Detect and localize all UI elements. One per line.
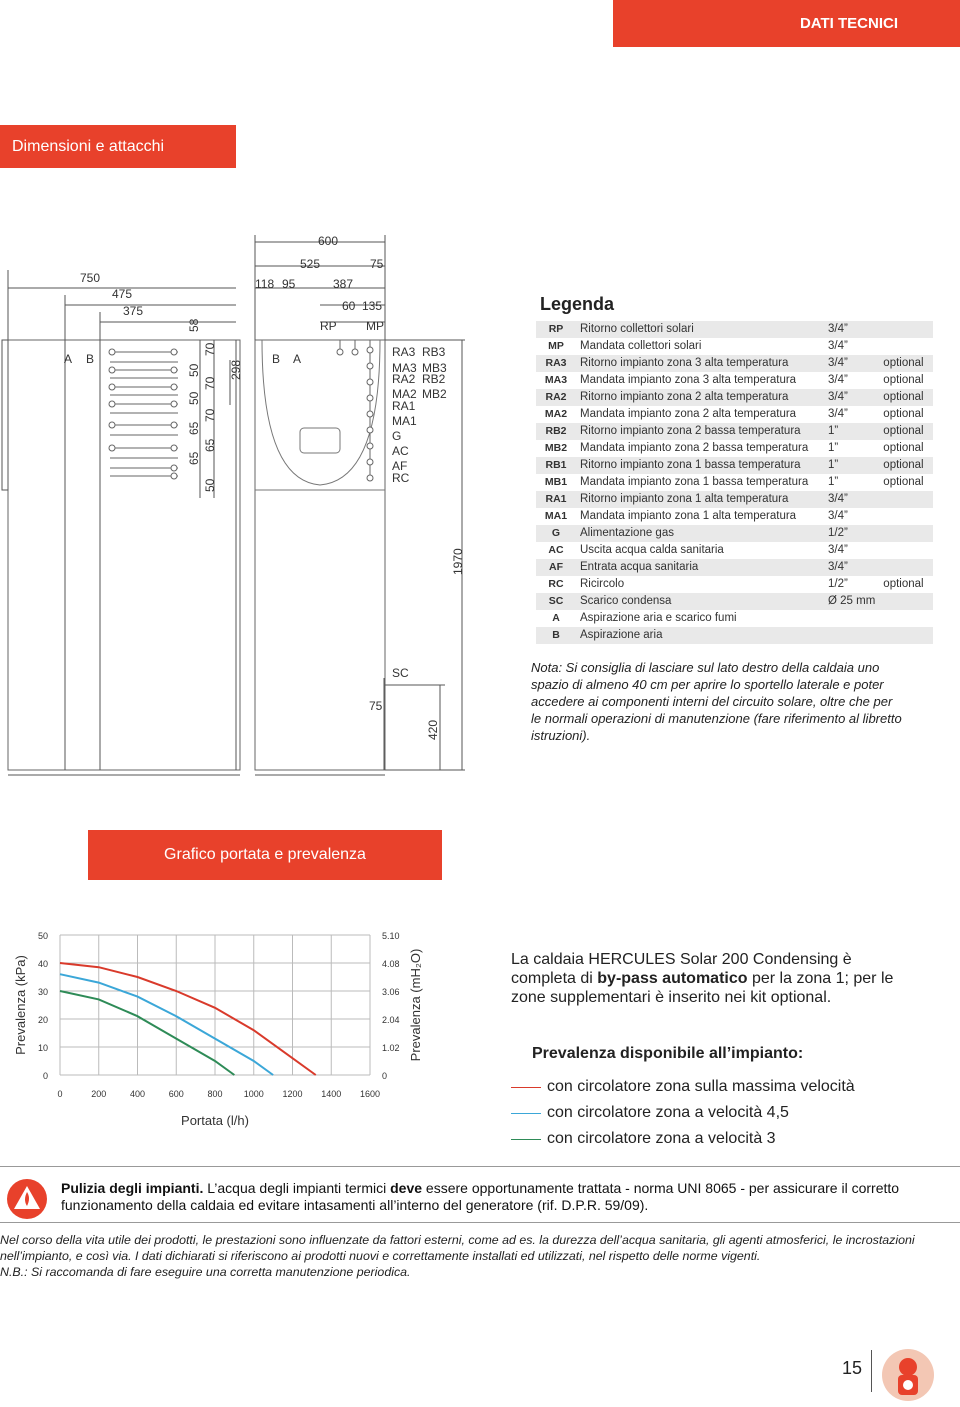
y-tick-label: 20 — [37, 1015, 48, 1025]
x-axis-label: Portata (l/h) — [181, 1113, 249, 1128]
legend-row — [536, 355, 933, 372]
legend-desc: Aspirazione aria e scarico fumi — [580, 612, 737, 624]
legend-table — [536, 321, 933, 644]
legend-desc: Ritorno collettori solari — [576, 321, 824, 338]
y-tick-label: 50 — [37, 931, 48, 941]
legend-row — [536, 338, 933, 355]
legend-opt: optional — [883, 374, 924, 386]
dim-600: 600 — [318, 234, 339, 248]
legend-code: RA2 — [536, 389, 576, 406]
y2-tick-label: 5.10 — [382, 931, 400, 941]
legend-code: SC — [536, 593, 576, 610]
legend-row — [536, 372, 933, 389]
legend-desc: Ritorno impianto zona 1 bassa temperatura — [576, 457, 824, 474]
svg-text:RB3: RB3 — [422, 345, 446, 359]
legend-opt: optional — [883, 442, 924, 454]
legend-opt: optional — [879, 355, 933, 372]
legend-code: RA3 — [536, 355, 576, 372]
x-tick-label: 200 — [91, 1089, 107, 1099]
legend-opt — [879, 610, 933, 627]
svg-text:70: 70 — [203, 342, 217, 356]
legend-desc: Entrata acqua sanitaria — [576, 559, 824, 576]
dim-1970: 1970 — [451, 548, 465, 575]
legend-size: 3/4” — [828, 510, 848, 522]
svg-text:RA3: RA3 — [392, 345, 416, 359]
legend-code: MA2 — [544, 408, 568, 420]
dim-135: 135 — [362, 299, 383, 313]
svg-text:RC: RC — [392, 471, 410, 485]
legend-desc: Ritorno impianto zona 3 alta temperatura — [576, 355, 824, 372]
legend-opt — [879, 559, 933, 576]
legend-row — [536, 406, 933, 423]
y2-axis-label: Prevalenza (mH₂O) — [408, 948, 423, 1062]
svg-text:MA2: MA2 — [392, 387, 417, 401]
legend-code: A — [552, 612, 560, 624]
footer-line-2: N.B.: Si raccomanda di fare eseguire una corretta manutenzione periodica. — [0, 1265, 411, 1279]
svg-text:MB2: MB2 — [422, 387, 447, 401]
legend-size: 1/2” — [824, 525, 879, 542]
section-title-dimensions — [0, 125, 236, 168]
legend-size: 3/4” — [824, 491, 879, 508]
series-line-2 — [60, 991, 234, 1075]
legend-code: MA3 — [544, 374, 568, 386]
section-title-chart-label: Grafico portata e prevalenza — [164, 846, 366, 863]
y-tick-label: 30 — [37, 987, 48, 997]
legend-opt — [879, 508, 933, 525]
dim-75: 75 — [370, 257, 384, 271]
legend-row — [536, 440, 933, 457]
legend-opt: optional — [879, 389, 933, 406]
dim-525: 525 — [300, 257, 321, 271]
legend-row — [536, 559, 933, 576]
legend-desc: Mandata impianto zona 1 alta temperatura — [580, 510, 797, 522]
legend-code: RP — [536, 321, 576, 338]
svg-text:MA1: MA1 — [392, 414, 417, 428]
legend-opt: optional — [883, 408, 924, 420]
legend-code: MA1 — [544, 510, 568, 522]
svg-text:AC: AC — [392, 444, 409, 458]
header-tab-label: DATI TECNICI — [799, 15, 898, 32]
legend-desc: Ritorno impianto zona 2 bassa temperatura — [576, 423, 824, 440]
dim-475: 475 — [112, 287, 133, 301]
legend-code: G — [536, 525, 576, 542]
legend-size: 3/4” — [824, 321, 879, 338]
legend-code: B — [536, 627, 576, 644]
legend-row — [536, 593, 933, 610]
legend-row — [536, 576, 933, 593]
legend-desc: Scarico condensa — [576, 593, 824, 610]
svg-text:RP: RP — [320, 319, 337, 333]
legend-size: 3/4” — [824, 389, 879, 406]
flow-head-chart — [0, 915, 430, 1128]
footer-note — [0, 1232, 920, 1280]
legend-size: 1” — [828, 476, 839, 488]
legend-size: 1” — [828, 442, 839, 454]
curve-legend-3: con circolatore zona a velocità 3 — [511, 1130, 776, 1148]
note-text: Nota: Si consiglia di lasciare sul lato destro della caldaia uno spazio di almeno 40 cm per aprire lo sportello laterale e poter accedere ai componenti interni del circuito solare, oltre che per le normali operazioni di manutenzione (fare riferimento al libretto istruzioni). — [531, 660, 902, 743]
legend-size: 3/4” — [824, 559, 879, 576]
legend-opt — [879, 542, 933, 559]
legend-desc: Ritorno impianto zona 1 alta temperatura — [576, 491, 824, 508]
legend-size — [824, 610, 879, 627]
legend-opt: optional — [879, 457, 933, 474]
legend-size: 3/4” — [828, 544, 848, 556]
legend-size: 3/4” — [828, 340, 848, 352]
svg-text:RA1: RA1 — [392, 399, 416, 413]
x-tick-label: 1400 — [321, 1089, 342, 1099]
dim-298: 298 — [229, 359, 243, 380]
svg-text:MP: MP — [366, 319, 384, 333]
section-title-label: Dimensioni e attacchi — [12, 137, 165, 155]
legend-desc: Mandata impianto zona 2 alta temperatura — [580, 408, 797, 420]
y-tick-label: 0 — [42, 1071, 48, 1081]
svg-text:A: A — [293, 352, 302, 366]
legend-size: 3/4” — [828, 408, 848, 420]
header-tab — [613, 0, 960, 47]
svg-text:AF: AF — [392, 459, 408, 473]
legend-desc: Mandata impianto zona 3 alta temperatura — [580, 374, 797, 386]
legend-opt: optional — [883, 578, 924, 590]
legend-row — [536, 627, 933, 644]
legend-row — [536, 610, 933, 627]
boiler-dimension-drawing — [0, 230, 470, 790]
legend-row — [536, 474, 933, 491]
dim-60: 60 — [342, 299, 356, 313]
y-tick-label: 40 — [37, 959, 48, 969]
curve-legend-max: con circolatore zona sulla massima velocità — [511, 1078, 855, 1096]
prevalenza-title: Prevalenza disponibile all’impianto: — [532, 1045, 804, 1062]
y2-tick-label: 3.06 — [382, 987, 400, 997]
legend-code: AC — [548, 544, 564, 556]
page-number: 15 — [842, 1358, 863, 1378]
dim-420: 420 — [426, 719, 440, 740]
x-tick-label: 1200 — [282, 1089, 303, 1099]
svg-text:B: B — [86, 352, 95, 366]
y2-tick-label: 4.08 — [382, 959, 400, 969]
legend-code: MP — [548, 340, 564, 352]
legend-row — [536, 542, 933, 559]
legend-desc: Ricircolo — [580, 578, 625, 590]
legend-size: 1” — [824, 423, 879, 440]
x-tick-label: 1600 — [359, 1089, 381, 1099]
svg-text:50: 50 — [187, 363, 201, 377]
svg-text:50: 50 — [187, 391, 201, 405]
svg-text:65: 65 — [187, 451, 201, 465]
legend-line-red — [511, 1087, 541, 1088]
legend-code: MB1 — [544, 476, 568, 488]
legend-code: RA1 — [536, 491, 576, 508]
legend-size: 3/4” — [828, 374, 848, 386]
svg-text:B: B — [272, 352, 281, 366]
legend-desc: Ritorno impianto zona 2 alta temperatura — [576, 389, 824, 406]
x-tick-label: 1000 — [243, 1089, 264, 1099]
legend-title: Legenda — [540, 294, 615, 314]
warning-text: Pulizia degli impianti. L’acqua degli impianti termici deve essere opportunamente trattata - norma UNI 8065 - per assicurare il corretto funzionamento della caldaia ed evitare intasamenti all’interno del generatore (rif. D.P.R. 59/09). — [61, 1180, 900, 1213]
legend-desc: Mandata impianto zona 1 bassa temperatura — [580, 476, 809, 488]
svg-text:RB2: RB2 — [422, 372, 446, 386]
legend-opt — [879, 525, 933, 542]
legend-size: 3/4” — [824, 355, 879, 372]
svg-text:MB3: MB3 — [422, 361, 447, 375]
legend-desc: Alimentazione gas — [576, 525, 824, 542]
legend-code: RC — [548, 578, 564, 590]
y-axis-label: Prevalenza (kPa) — [13, 955, 28, 1055]
section-title-chart — [88, 830, 442, 880]
legend-opt — [879, 627, 933, 644]
dim-95: 95 — [282, 277, 296, 291]
warning-icon — [6, 1178, 48, 1220]
mascot-logo — [880, 1347, 936, 1403]
legend-line-blue — [511, 1113, 541, 1114]
legend-opt: optional — [879, 423, 933, 440]
legend-row — [536, 491, 933, 508]
svg-text:65: 65 — [203, 438, 217, 452]
legend-opt — [879, 338, 933, 355]
svg-text:65: 65 — [187, 421, 201, 435]
legend-opt — [879, 491, 933, 508]
legend-size: 1” — [824, 457, 879, 474]
svg-text:SC: SC — [392, 666, 409, 680]
dim-387: 387 — [333, 277, 354, 291]
info-paragraph: La caldaia HERCULES Solar 200 Condensing è completa di by-pass automatico per la zona 1; per le zone supplementari è inserito nei kit optional. — [511, 951, 894, 1006]
x-tick-label: 400 — [129, 1089, 146, 1099]
legend-desc: Mandata collettori solari — [580, 340, 702, 352]
dim-75-sc: 75 — [369, 699, 383, 713]
svg-text:RA2: RA2 — [392, 372, 416, 386]
legend-row — [536, 423, 933, 440]
legend-row — [536, 525, 933, 542]
legend-code: RB1 — [536, 457, 576, 474]
footer-line-1: Nel corso della vita utile dei prodotti, le prestazioni sono influenzate da fattori esterni, come ad es. la durezza dell’acqua sanitaria, gli agenti atmosferici, le incrostazioni nell’impianto, e così via. I dati dichiarati si riferiscono ai prodotti nuovi e correttamente installati ed utilizzati, nel rispetto delle norme vigenti. — [0, 1233, 915, 1263]
svg-text:A: A — [64, 352, 73, 366]
legend-row — [536, 457, 933, 474]
legend-line-green — [511, 1139, 541, 1140]
legend-size — [824, 627, 879, 644]
legend-row — [536, 321, 933, 338]
x-tick-label: 800 — [207, 1089, 223, 1099]
legend-code: RB2 — [536, 423, 576, 440]
legend-row — [536, 508, 933, 525]
svg-text:58: 58 — [187, 318, 201, 332]
legend-opt: optional — [883, 476, 924, 488]
x-tick-label: 600 — [168, 1089, 184, 1099]
legend-row — [536, 389, 933, 406]
y-tick-label: 10 — [37, 1043, 48, 1053]
svg-text:G: G — [392, 429, 402, 443]
svg-text:70: 70 — [203, 376, 217, 390]
svg-text:MA3: MA3 — [392, 361, 417, 375]
legend-code: AF — [536, 559, 576, 576]
series-line-1 — [60, 974, 273, 1075]
y2-tick-label: 0 — [382, 1071, 388, 1081]
dim-118: 118 — [255, 277, 275, 291]
legend-size: 1/2” — [828, 578, 848, 590]
svg-text:70: 70 — [203, 408, 217, 422]
legend-desc: Uscita acqua calda sanitaria — [580, 544, 724, 556]
dim-375: 375 — [123, 304, 144, 318]
legend-desc: Mandata impianto zona 2 bassa temperatura — [580, 442, 809, 454]
dim-750: 750 — [80, 271, 101, 285]
x-tick-label: 0 — [57, 1089, 63, 1099]
legend-opt — [879, 593, 933, 610]
legend-code: MB2 — [544, 442, 568, 454]
legend-size: Ø 25 mm — [824, 593, 879, 610]
curve-legend-45: con circolatore zona a velocità 4,5 — [511, 1104, 789, 1122]
legend-opt — [879, 321, 933, 338]
legend-desc: Aspirazione aria — [576, 627, 824, 644]
y2-tick-label: 1.02 — [382, 1043, 400, 1053]
y2-tick-label: 2.04 — [382, 1015, 400, 1025]
svg-text:50: 50 — [203, 478, 217, 492]
